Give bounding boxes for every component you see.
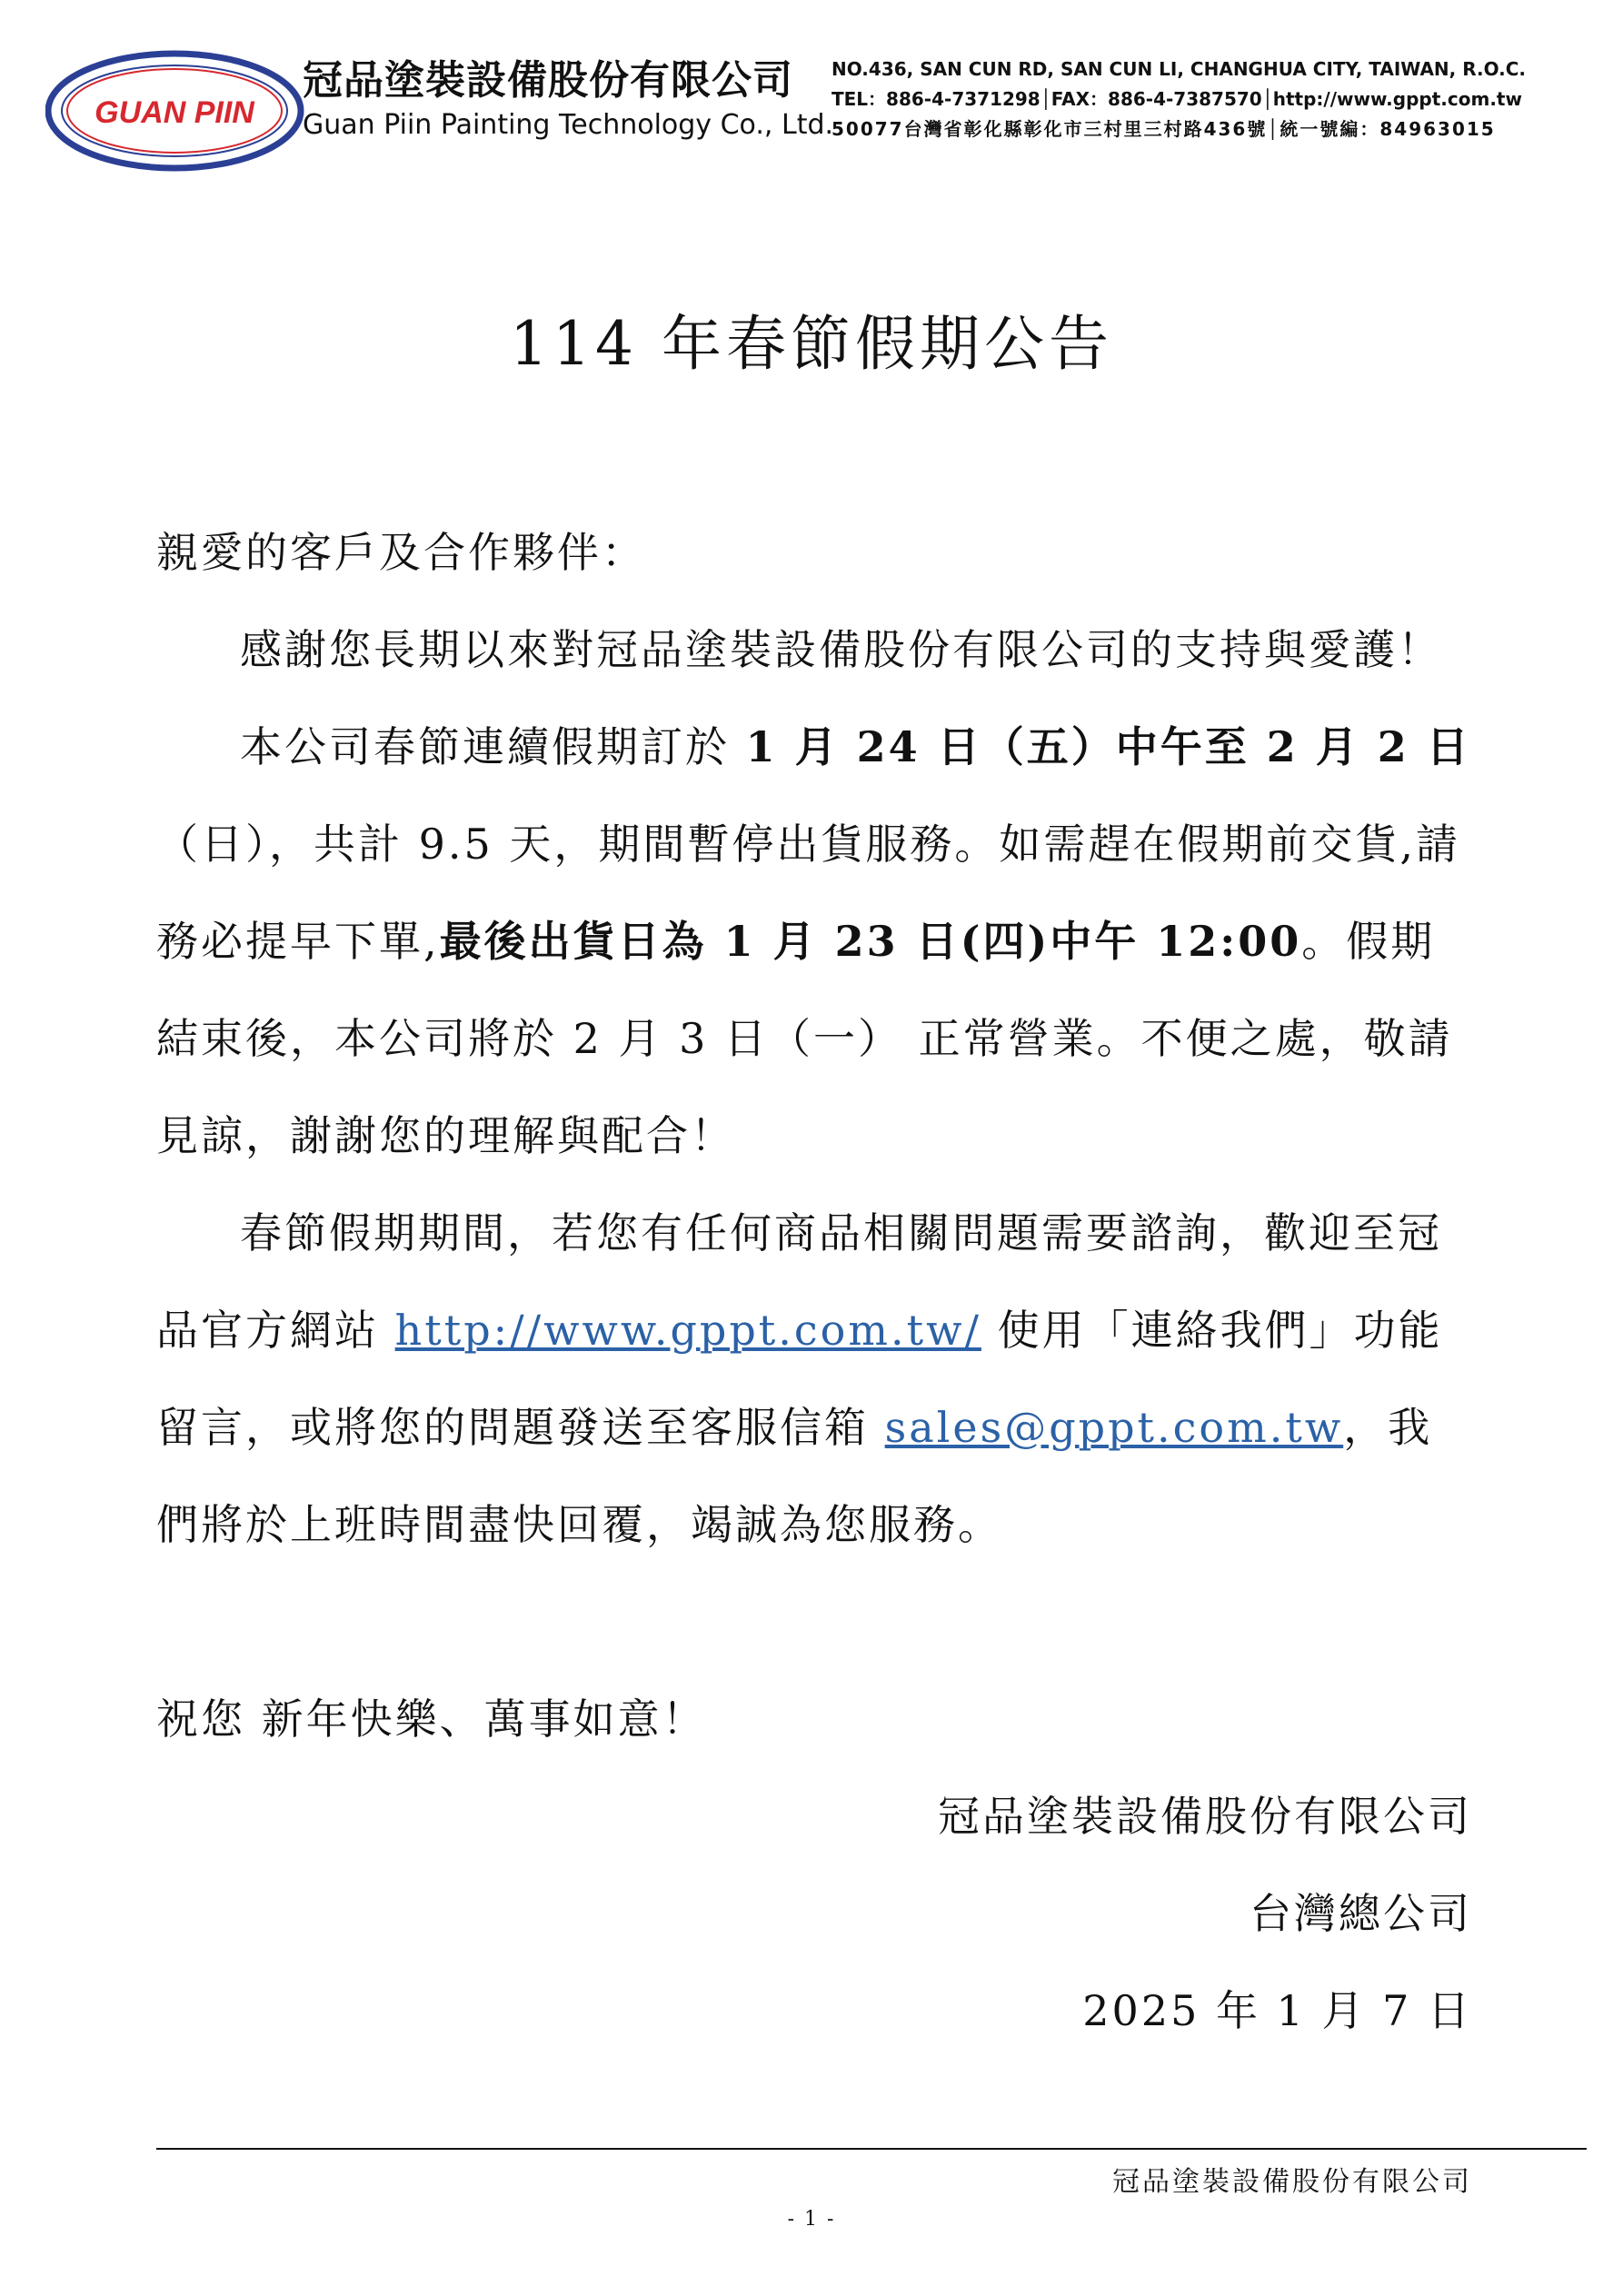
logo-text: GUAN PIIN [95, 95, 254, 130]
website-link[interactable]: http://www.gppt.com.tw/ [394, 1306, 981, 1355]
notice-body [156, 504, 1472, 2060]
paragraph-contact [156, 1185, 1472, 1574]
contact-text-a: 春節假期期間，若您有任何商品相關問題需要諮詢，歡迎至冠品官方網站 [156, 1208, 1442, 1355]
holiday-text-a: 本公司春節連續假期訂於 [240, 722, 746, 771]
holiday-text-c: （日），共計 9.5 天，期間暫停出貨服務。如需趕在假期前交貨,請務必提早下單, [156, 820, 1461, 966]
signature-branch: 台灣總公司 [1250, 1889, 1472, 1938]
letterhead-info [831, 55, 1586, 144]
company-logo [45, 50, 304, 173]
page-title: 114 年春節假期公告 [510, 309, 1113, 379]
greeting: 親愛的客戶及合作夥伴： [156, 528, 646, 577]
contact-text-c: ，我們將於上班時間盡快回覆，竭誠為您服務。 [156, 1403, 1433, 1549]
contact-text-b: 使用「連絡我們」功能留言，或將您的問題發送至客服信箱 [156, 1306, 1443, 1452]
closing: 祝您 新年快樂、萬事如意！ [156, 1695, 707, 1744]
page-number: - 1 - [787, 2208, 836, 2231]
holiday-text-e: 。假期結束後，本公司將於 2 月 3 日（一） 正常營業。不便之處，敬請見諒，謝謝您的理解與配合！ [156, 917, 1453, 1160]
address-zh: 50077台灣省彰化縣彰化市三村里三村路436號│統一號編：84963015 [831, 118, 1496, 140]
paragraph-thanks: 感謝您長期以來對冠品塗裝設備股份有限公司的支持與愛護！ [240, 625, 1442, 674]
footer-divider [156, 2148, 1587, 2150]
last-shipping-date: 最後出貨日為 1 月 23 日(四)中午 12:00 [439, 917, 1302, 966]
paragraph-holiday [156, 699, 1472, 1185]
address-en: NO.436, SAN CUN RD, SAN CUN LI, CHANGHUA CITY, TAIWAN, R.O.C. [831, 58, 1527, 80]
contact-line: TEL：886-4-7371298│FAX：886-4-7387570│http://www.gppt.com.tw [831, 88, 1522, 110]
signature-company: 冠品塗裝設備股份有限公司 [938, 1792, 1472, 1841]
holiday-period: 1 月 24 日（五）中午至 2 月 2 日 [745, 722, 1471, 771]
footer-company: 冠品塗裝設備股份有限公司 [1112, 2166, 1472, 2198]
company-name-zh: 冠品塗裝設備股份有限公司 [303, 57, 793, 104]
company-name-en: Guan Piin Painting Technology Co., Ltd. [303, 109, 834, 141]
email-link[interactable]: sales@gppt.com.tw [884, 1403, 1344, 1452]
signature-date: 2025 年 1 月 7 日 [1082, 1986, 1472, 2035]
